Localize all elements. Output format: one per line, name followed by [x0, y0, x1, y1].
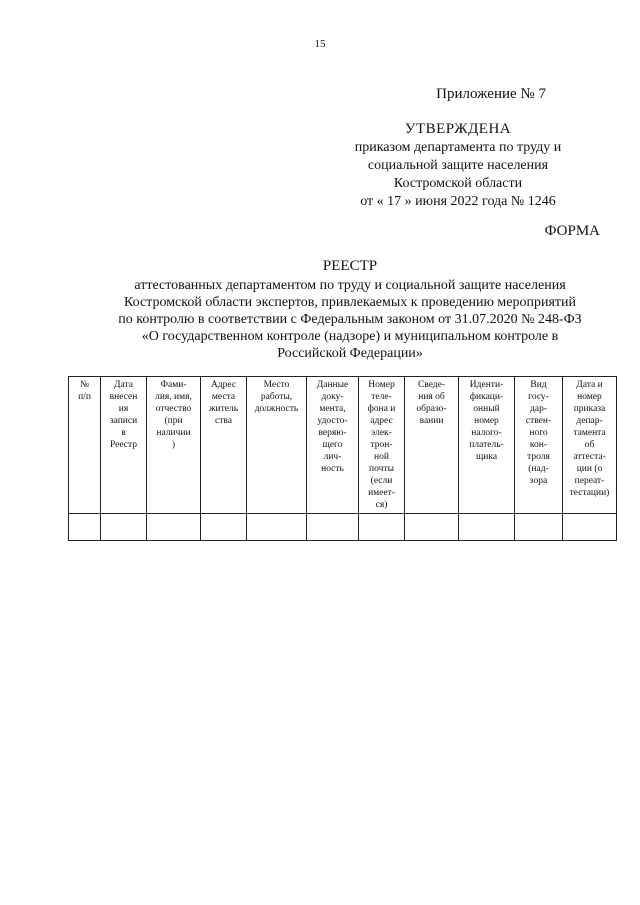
registry-table [68, 376, 617, 541]
approval-line: социальной защите населения [367, 158, 549, 173]
document-title-block [60, 258, 640, 362]
appendix-label: Приложение № 7 [436, 86, 546, 102]
title-line: по контролю в соответствии с Федеральным законом от 31.07.2020 № 248-ФЗ [118, 312, 582, 327]
column-header: Вид госу- дар- ствен- ного кон- троля (над- зора [515, 377, 563, 514]
page-number: 15 [314, 38, 326, 50]
table-cell [69, 514, 101, 541]
title-line: Российской Федерации» [277, 346, 423, 361]
table-cell [247, 514, 307, 541]
table-cell [563, 514, 617, 541]
table-cell [359, 514, 405, 541]
table-row [69, 514, 617, 541]
column-header: № п/п [69, 377, 101, 514]
title-line: «О государственном контроле (надзоре) и муниципальном контроле в [141, 329, 559, 344]
approval-line: приказом департамента по труду и [354, 140, 562, 155]
column-header: Место работы, должность [247, 377, 307, 514]
column-header: Сведе- ния об образо- вании [405, 377, 459, 514]
approval-order-date: от « 17 » июня 2022 года № 1246 [360, 194, 556, 209]
table-cell [147, 514, 201, 541]
table-cell [405, 514, 459, 541]
title-line: Костромской области экспертов, привлекаемых к проведению мероприятий [123, 295, 577, 310]
table-cell [101, 514, 147, 541]
table-cell [307, 514, 359, 541]
column-header: Данные доку- мента, удосто- веряю- щего лич- ность [307, 377, 359, 514]
column-header: Адрес места житель ства [201, 377, 247, 514]
approval-line: Костромской области [393, 176, 523, 191]
form-label: ФОРМА [544, 223, 600, 239]
column-header: Фами- лия, имя, отчество (при наличии ) [147, 377, 201, 514]
title-line: аттестованных департаментом по труду и социальной защите населения [134, 278, 566, 293]
table-cell [459, 514, 515, 541]
document-title: РЕЕСТР [322, 258, 378, 274]
column-header: Номер теле- фона и адрес элек- трон- ной почты (если имеет- ся) [359, 377, 405, 514]
column-header: Дата и номер приказа депар- тамента об аттеста- ции (о переат- тестации) [563, 377, 617, 514]
column-header: Дата внесен ия записи в Реестр [101, 377, 147, 514]
table-cell [201, 514, 247, 541]
table-cell [515, 514, 563, 541]
approved-heading: УТВЕРЖДЕНА [404, 121, 512, 137]
table-header-row [69, 377, 617, 514]
approval-block [328, 120, 588, 211]
column-header: Иденти- фикаци- онный номер налого- платель- щика [459, 377, 515, 514]
